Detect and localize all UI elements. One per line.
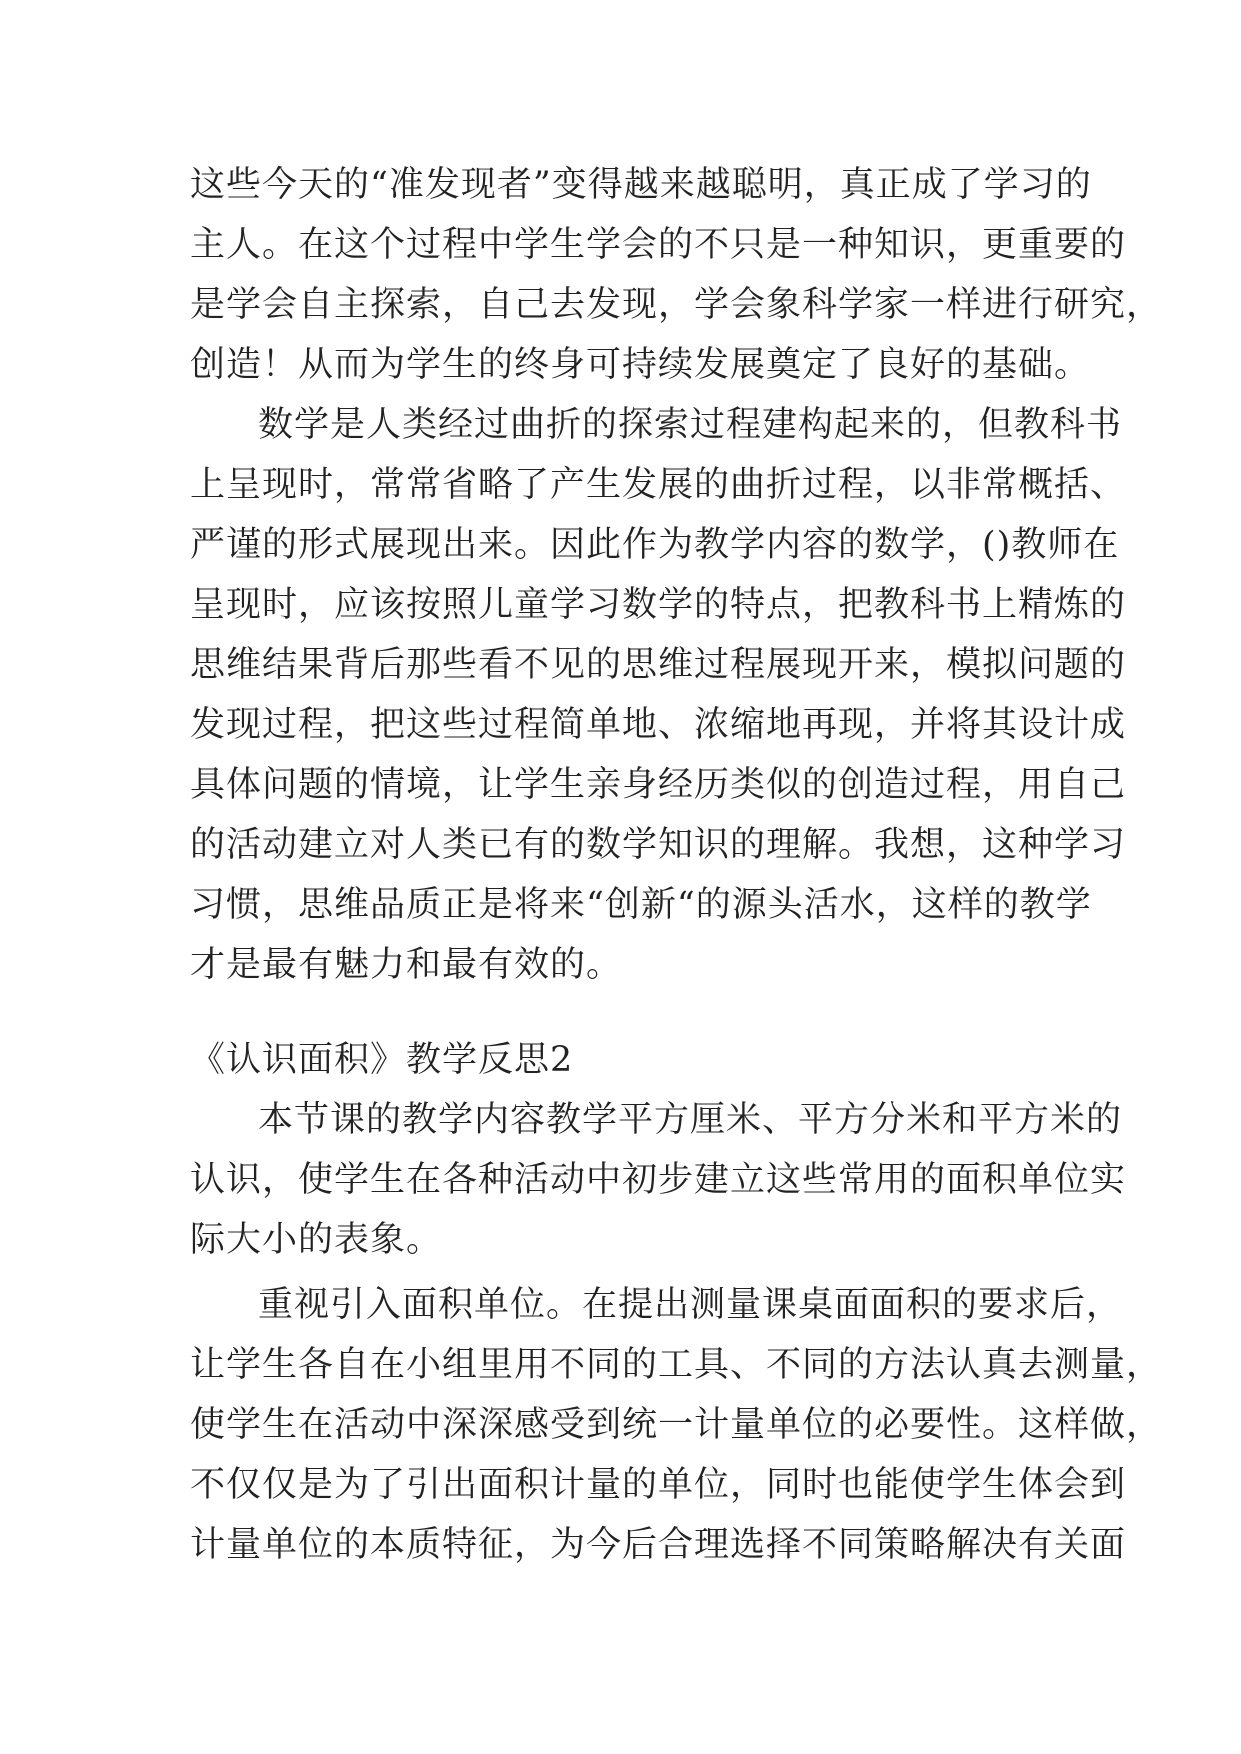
text-line: 本节课的教学内容教学平方厘米、平方分米和平方米的 <box>258 1100 1123 1140</box>
text-line: 让学生各自在小组里用不同的工具、不同的方法认真去测量， <box>190 1345 1163 1385</box>
text-line: 创造！从而为学生的终身可持续发展奠定了良好的基础。 <box>190 345 1091 385</box>
text-line: 发现过程，把这些过程简单地、浓缩地再现，并将其设计成 <box>190 705 1127 745</box>
text-line: 这些今天的“准发现者”变得越来越聪明，真正成了学习的 <box>190 165 1092 205</box>
text-line: 的活动建立对人类已有的数学知识的理解。我想，这种学习 <box>190 825 1127 865</box>
text-line: 重视引入面积单位。在提出测量课桌面面积的要求后， <box>258 1285 1123 1325</box>
text-line: 习惯，思维品质正是将来“创新“的源头活水，这样的教学 <box>190 885 1092 925</box>
text-line: 计量单位的本质特征，为今后合理选择不同策略解决有关面 <box>190 1525 1127 1565</box>
text-line: 呈现时，应该按照儿童学习数学的特点，把教科书上精炼的 <box>190 585 1127 625</box>
text-line: 际大小的表象。 <box>190 1220 443 1260</box>
text-line: 具体问题的情境，让学生亲身经历类似的创造过程，用自己 <box>190 765 1127 805</box>
section-heading: 《认识面积》教学反思2 <box>190 1040 574 1080</box>
text-line: 思维结果背后那些看不见的思维过程展现开来，模拟问题的 <box>190 645 1127 685</box>
text-line: 上呈现时，常常省略了产生发展的曲折过程，以非常概括、 <box>190 465 1127 505</box>
text-line: 严谨的形式展现出来。因此作为教学内容的数学，()教师在 <box>190 525 1120 565</box>
text-line: 不仅仅是为了引出面积计量的单位，同时也能使学生体会到 <box>190 1465 1127 1505</box>
text-line: 主人。在这个过程中学生学会的不只是一种知识，更重要的 <box>190 225 1127 265</box>
text-line: 才是最有魅力和最有效的。 <box>190 945 623 985</box>
text-line: 认识，使学生在各种活动中初步建立这些常用的面积单位实 <box>190 1160 1127 1200</box>
text-line: 使学生在活动中深深感受到统一计量单位的必要性。这样做， <box>190 1405 1163 1445</box>
text-line: 是学会自主探索，自己去发现，学会象科学家一样进行研究， <box>190 285 1163 325</box>
text-line: 数学是人类经过曲折的探索过程建构起来的，但教科书 <box>258 405 1123 445</box>
